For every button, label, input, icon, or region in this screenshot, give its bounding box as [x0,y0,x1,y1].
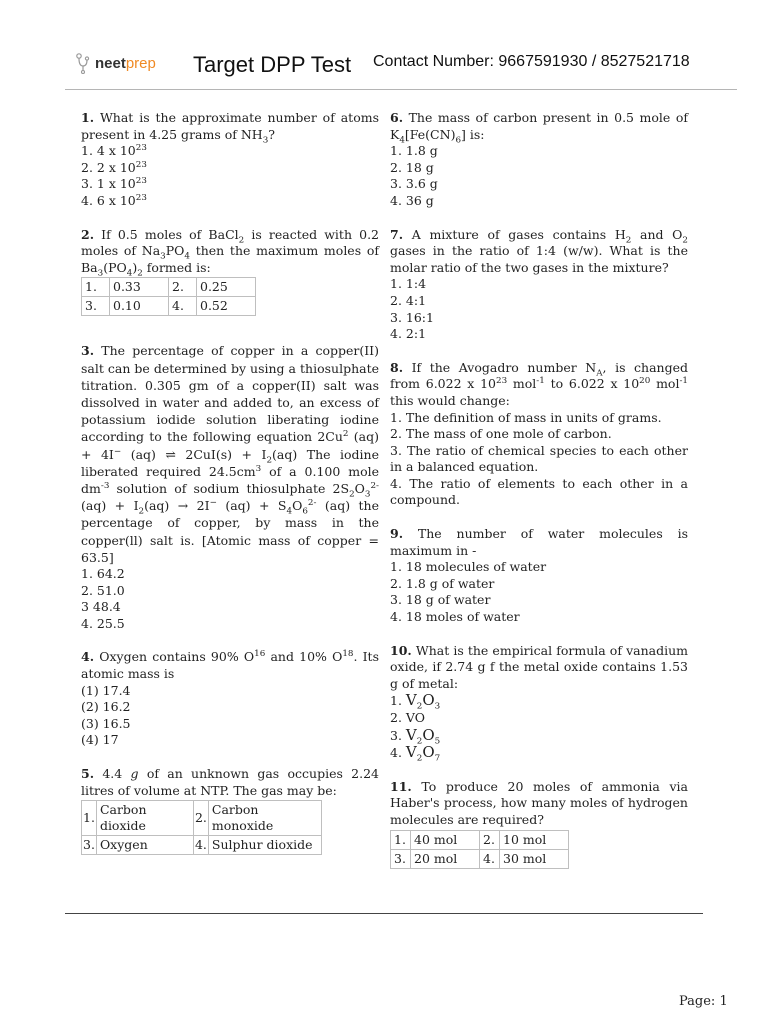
option: 3. 3.6 g [390,176,438,192]
question-1: 1. What is the approximate number of atoms present in 4.25 grams of $NH_3$? 1. 4 x $10^{23}$ 2. 2 x $10^{23}$ 3. 1 x $10^{23}$ 4. 6 x $10^{23}$ [81,110,379,208]
option: (2) 16.2 [81,699,131,715]
option: 1. 1:4 [390,276,427,292]
option: 1. The definition of mass in units of grams. [390,409,662,425]
option: 4. $V_2O_7$ [390,743,441,764]
logo-text-neet: neet [95,54,126,72]
option: 3. 18 g of water [390,592,491,608]
question-4: 4. Oxygen contains 90% $O^{16}$ and 10% $O^{18}$. Its atomic mass is (1) 17.4 (2) 16.2 (3) 16.5 (4) 17 [81,649,379,748]
option: 2. VO [390,710,425,725]
logo-text-prep: prep [125,54,156,72]
question-9: 9. The number of water molecules is maximum in - 1. 18 molecules of water 2. 1.8 g of water 3. 18 g of water 4. 18 moles of water [390,526,688,625]
option: 4. 25.5 [81,615,125,631]
option: 4. 36 g [390,192,434,208]
question-7: 7. A mixture of gases contains $H_2$ and $O_2$ gases in the ratio of 1:4 (w/w). What is the molar ratio of the two gases in the mixture? 1. 1:4 2. 4:1 3. 16:1 4. 2:1 [390,226,688,342]
option: 1. $V_2O_3$ [390,691,441,712]
question-2: 2. If 0.5 moles of BaCl$_2$ is reacted with 0.2 moles of $Na_3PO_4$ then the maximum moles of $Ba_3(PO_4)_2$ formed is: 1. 0.33 2. 0.25 3. 0.10 4. 0.52 [81,227,379,317]
option: 2. The mass of one mole of carbon. [390,426,612,442]
question-5: 5. 4.4 g of an unknown gas occupies 2.24 litres of volume at NTP. The gas may be: 1. Carbon dioxide 2. Carbon monoxide 3. Oxygen 4. Sulphur dioxide [81,766,379,855]
option: (3) 16.5 [81,715,131,731]
option: 3. 1 x $10^{23}$ [81,176,147,192]
option: (4) 17 [81,732,119,748]
option: 1. 64.2 [81,565,125,581]
page-number: Page: 1 [679,994,728,1009]
option: 2. 4:1 [390,292,427,308]
option: 2. 18 g [390,159,434,175]
options-table: 1. 0.33 2. 0.25 3. 0.10 4. 0.52 [81,277,256,316]
option: 2. 1.8 g of water [390,575,495,591]
right-column [390,110,688,886]
option: 3 48.4 [81,599,121,615]
footer-divider [65,913,703,914]
options-table: 1. 40 mol 2. 10 mol 3. 20 mol 4. 30 mol [390,830,569,869]
option: 1. 1.8 g [390,143,438,159]
left-column [81,110,379,872]
option: 1. 18 molecules of water [390,559,547,575]
question-11: 11. To produce 20 moles of ammonia via Haber's process, how many moles of hydrogen molecules are required? 1. 40 mol 2. 10 mol 3. 20 mol 4. 30 mol [390,779,688,869]
option: 3. $V_2O_5$ [390,725,441,747]
contact-number: Contact Number: 9667591930 / 8527521718 [373,53,690,70]
option: (1) 17.4 [81,682,131,698]
neetprep-logo [74,52,156,74]
option: 4. 2:1 [390,326,427,342]
question-6: 6. The mass of carbon present in 0.5 mole of $K_4[Fe(CN)_6]$ is: 1. 1.8 g 2. 18 g 3. 3.6 g 4. 36 g [390,110,688,208]
option: 4. The ratio of elements to each other in a compound. [390,475,688,508]
option: 3. The ratio of chemical species to each other in a balanced equation. [390,442,688,475]
options-table: 1. Carbon dioxide 2. Carbon monoxide 3. Oxygen 4. Sulphur dioxide [81,800,322,855]
option: 2. 2 x $10^{23}$ [81,159,147,175]
option: 4. 18 moles of water [390,609,520,625]
option: 4. 6 x $10^{23}$ [81,192,147,208]
header-divider [65,89,737,90]
option: 2. 51.0 [81,582,125,598]
option: 3. 16:1 [390,309,434,325]
option: 1. 4 x $10^{23}$ [81,143,147,159]
page-title: Target DPP Test [193,52,352,77]
header [0,0,768,90]
question-10: 10. What is the empirical formula of vanadium oxide, if 2.74 g f the metal oxide contains 1.53 g of metal: 1. $V_2O_3$ 2. VO 3. $V_2O_5$ 4. $V_2O_7$ [390,642,688,764]
question-3: 3. The percentage of copper in a copper(II) salt can be determined by using a thiosulphate titration. 0.305 gm of a copper(II) salt was dissolved in water and added to, an excess of potassium iodide solution liberating iodine according to the following equation 2Cu$^2$ (aq) + 4I− (aq) ⇌ $2CuI(s) + I_2(aq)$ The iodine liberated required $24.5cm^3$ of a 0.100 mole $dm^{-3}$ solution of sodium thiosulphate $2S_2O_3^{2-}$ $(aq) + I_2(aq) \to 2I^-$ $(aq) + S_4O_6^{2-}$ (aq) the percentage of copper, by mass in the copper(ll) salt is. [Atomic mass of copper = 63.5] 1. 64.2 2. 51.0 3 48.4 4. 25.5 [81,343,379,631]
question-8: 8. If the Avogadro number $N_A$, is changed from 6.022 x $10^{23}$ mol$^{-1}$ to 6.022 x $10^{20}$ mol$^{-1}$ this would change: 1. The definition of mass in units of grams. 2. The mass of one mole of carbon. 3. The ratio of chemical species to each other in a balanced equation. 4. The ratio of elements to each other in a compound. [390,359,688,508]
stethoscope-icon [74,52,92,74]
